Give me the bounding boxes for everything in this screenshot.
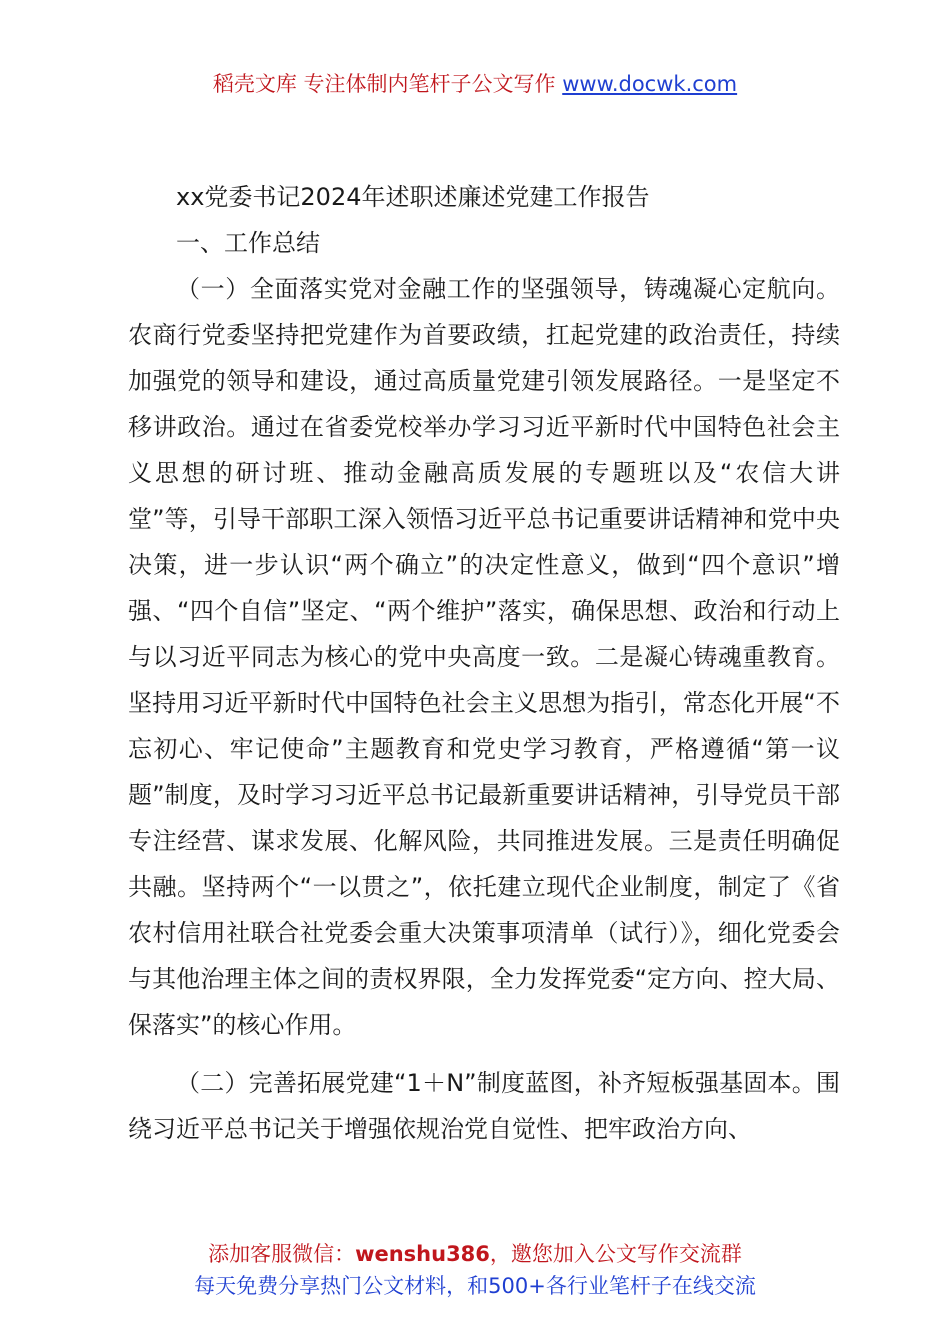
document-title: xx党委书记2024年述职述廉述党建工作报告 [176,183,650,211]
footer-wechat-id: wenshu386 [355,1242,490,1266]
paragraph-1: （一）全面落实党对金融工作的坚强领导，铸魂凝心定航向。农商行党委坚持把党建作为首要政绩，扛起党建的政治责任，持续加强党的领导和建设，通过高质量党建引领发展路径。一是坚定不移讲政治。通过在省委党校举办学习习近平新时代中国特色社会主义思想的研讨班、推动金融高质发展的专题班以及“农信大讲堂”等，引导干部职工深入领悟习近平总书记重要讲话精神和党中央决策，进一步认识“两个确立”的决定性意义，做到“四个意识”增强、“四个自信”坚定、“两个维护”落实，确保思想、政治和行动上与以习近平同志为核心的党中央高度一致。二是凝心铸魂重教育。坚持用习近平新时代中国特色社会主义思想为指引，常态化开展“不忘初心、牢记使命”主题教育和党史学习教育，严格遵循“第一议题”制度，及时学习习近平总书记最新重要讲话精神，引导党员干部专注经营、谋求发展、化解风险，共同推进发展。三是责任明确促共融。坚持两个“一以贯之”，依托建立现代企业制度，制定了《省农村信用社联合社党委会重大决策事项清单（试行）》，细化党委会与其他治理主体之间的责权界限，全力发挥党委“定方向、控大局、保落实”的核心作用。 [128,275,840,1039]
document-body [128,174,840,1152]
section-heading: 一、工作总结 [176,229,320,257]
footer-wechat-prefix: 添加客服微信： [208,1242,356,1266]
header-url-link[interactable]: www.docwk.com [562,72,738,96]
footer-line-2: 每天免费分享热门公文材料，和500+各行业笔杆子在线交流 [194,1274,756,1298]
header-brand: 稻壳文库 专注体制内笔杆子公文写作 [212,72,563,96]
promo-footer [0,1238,950,1302]
footer-line-1 [0,1238,950,1270]
footer-wechat-suffix: ，邀您加入公文写作交流群 [489,1242,742,1266]
watermark-header [0,68,950,98]
paragraph-2: （二）完善拓展党建“1＋N”制度蓝图，补齐短板强基固本。围绕习近平总书记关于增强依规治党自觉性、把牢政治方向、 [128,1069,840,1143]
